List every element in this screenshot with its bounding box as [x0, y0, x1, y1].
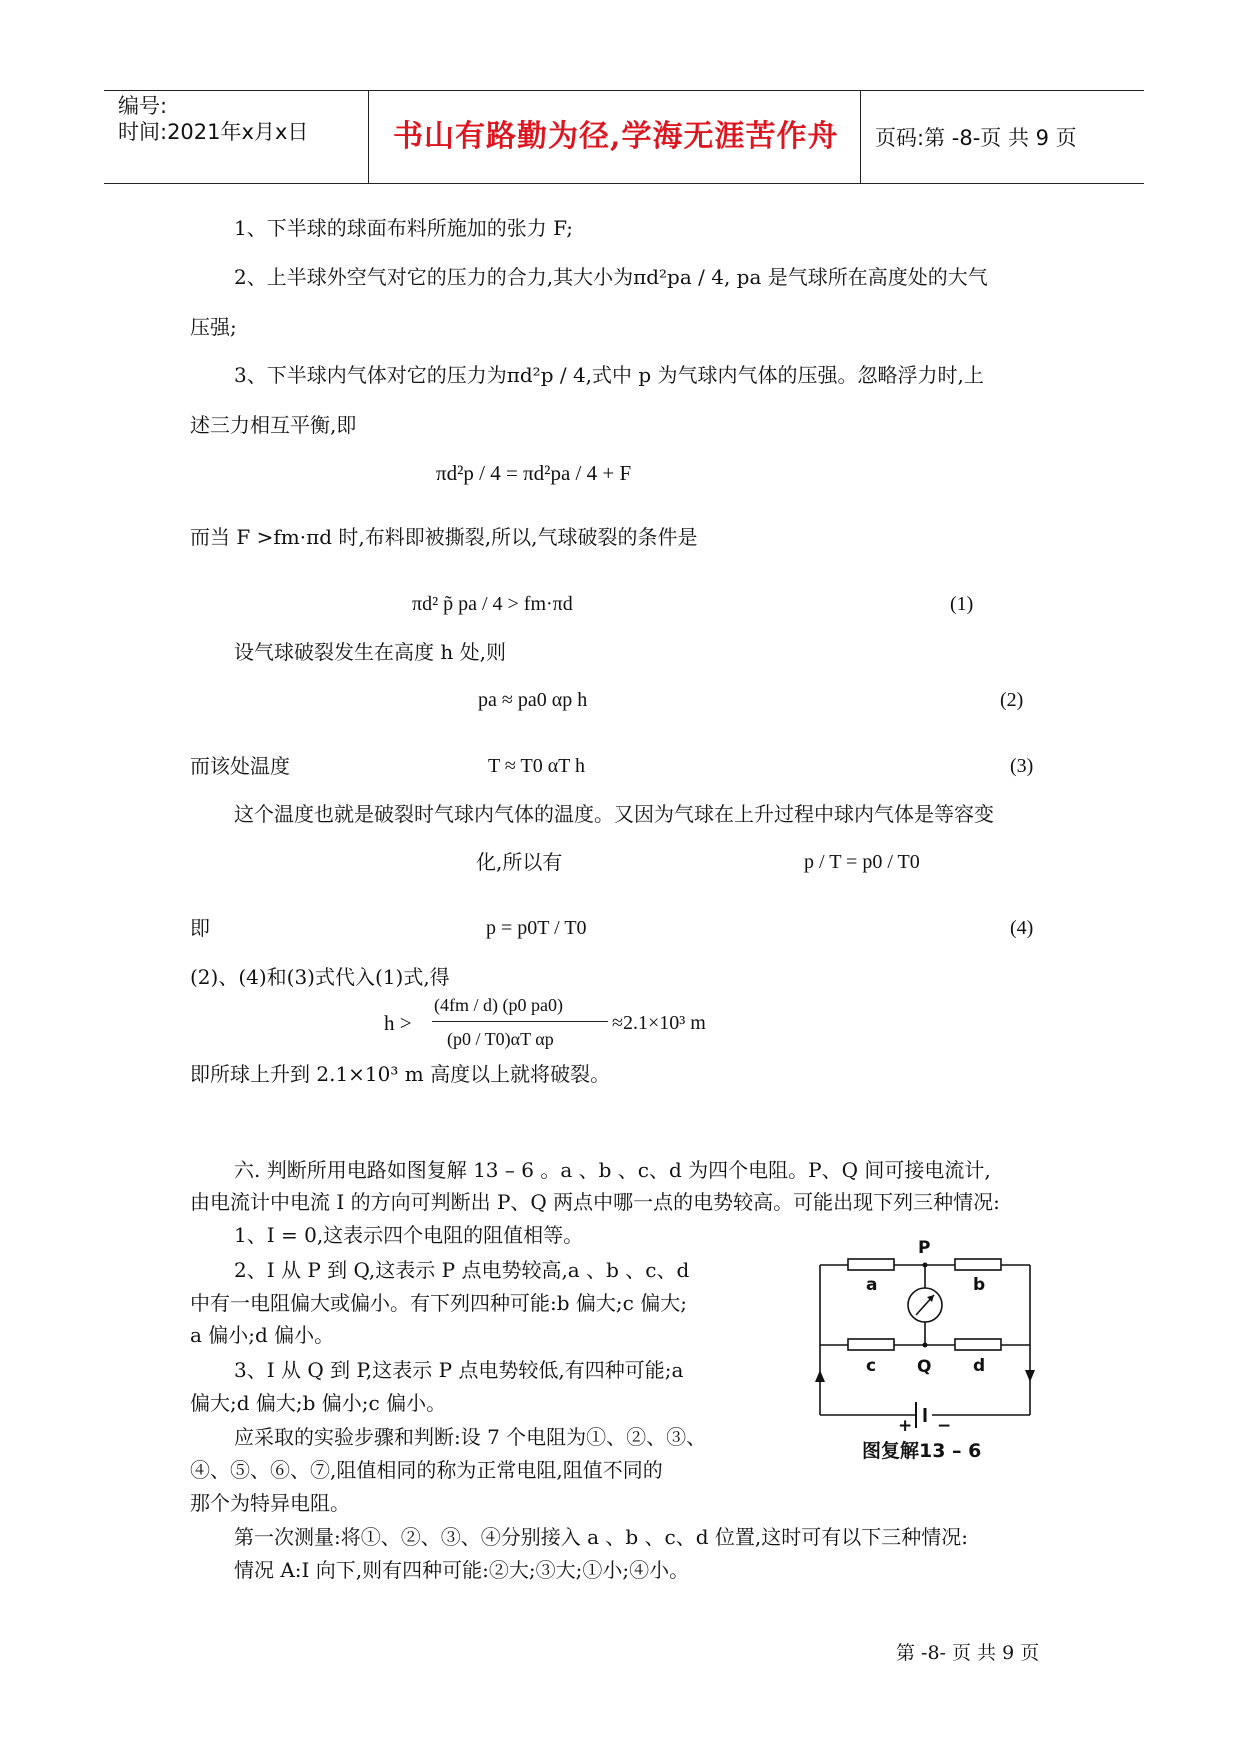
- section6-line-12: 第一次测量:将①、②、③、④分别接入 a 、b 、c、d 位置,这时可有以下三种情况:: [234, 1525, 968, 1549]
- body-line-substitute: (2)、(4)和(3)式代入(1)式,得: [190, 965, 450, 989]
- page-footer: 第 -8- 页 共 9 页: [896, 1642, 1040, 1664]
- formula-4: p = p0T / T0: [486, 917, 587, 939]
- label-c: c: [866, 1356, 877, 1376]
- header-serial: 编号:: [118, 94, 168, 118]
- body-line-tear: 而当 F >fm·πd 时,布料即被撕裂,所以,气球破裂的条件是: [190, 525, 698, 549]
- equation-number-4: (4): [1010, 917, 1034, 939]
- body-line-ji: 即: [190, 916, 210, 940]
- formula-h-fraction-bar: [432, 1021, 608, 1022]
- formula-isochoric: p / T = p0 / T0: [804, 851, 920, 873]
- formula-3: T ≈ T0 αT h: [488, 755, 586, 777]
- formula-1: πd² p̃ pa / 4 > fm·πd: [412, 593, 573, 615]
- header-time: 时间:2021年x月x日: [118, 120, 309, 144]
- formula-h-numerator: (4fm / d) (p0 pa0): [434, 995, 563, 1015]
- label-d: d: [973, 1356, 986, 1376]
- header-motto: 书山有路勤为径,学海无涯苦作舟: [393, 119, 839, 154]
- section6-line-11: 那个为特异电阻。: [190, 1491, 350, 1515]
- body-line-temp-label: 而该处温度: [190, 754, 290, 778]
- section6-line-5: 中有一电阻偏大或偏小。有下列四种可能:b 偏大;c 偏大;: [190, 1291, 687, 1315]
- circuit-figure: [810, 1235, 1040, 1435]
- equilibrium-formula: πd²p / 4 = πd²pa / 4 + F: [436, 461, 632, 485]
- label-a: a: [866, 1275, 878, 1295]
- header-divider-left: [368, 90, 369, 183]
- formula-h-rhs: ≈2.1×10³ m: [612, 1012, 706, 1034]
- body-line-conclusion: 即所球上升到 2.1×10³ m 高度以上就将破裂。: [190, 1062, 611, 1086]
- figure-caption: 图复解13 – 6: [862, 1440, 982, 1462]
- formula-h-lhs: h >: [384, 1011, 412, 1035]
- section6-line-13: 情况 A:I 向下,则有四种可能:②大;③大;①小;④小。: [234, 1558, 690, 1582]
- section6-line-3: 1、I = 0,这表示四个电阻的阻值相等。: [234, 1223, 584, 1247]
- equation-number-3: (3): [1010, 755, 1034, 777]
- arrow-up-icon: [815, 1370, 825, 1382]
- equation-number-2: (2): [1000, 689, 1024, 711]
- label-minus: −: [937, 1416, 952, 1435]
- section6-line-1: 六. 判断所用电路如图复解 13 – 6 。a 、b 、c、d 为四个电阻。P、Q 间可接电流计,: [234, 1158, 991, 1182]
- equation-number-1: (1): [950, 593, 974, 615]
- body-line-3: 压强;: [190, 315, 237, 339]
- resistor-d: [955, 1339, 1001, 1350]
- body-line-isochoric: 化,所以有: [476, 850, 563, 874]
- circuit-diagram: [810, 1235, 1040, 1435]
- resistor-a: [848, 1259, 894, 1270]
- header-top-rule: [104, 90, 1144, 91]
- section6-line-8: 偏大;d 偏大;b 偏小;c 偏小。: [190, 1391, 447, 1415]
- section6-line-9: 应采取的实验步骤和判断:设 7 个电阻为①、②、③、: [234, 1425, 707, 1449]
- label-Q: Q: [917, 1357, 932, 1377]
- body-line-1: 1、下半球的球面布料所施加的张力 F;: [234, 216, 573, 240]
- section6-line-4: 2、I 从 P 到 Q,这表示 P 点电势较高,a 、b 、c、d: [234, 1258, 690, 1282]
- label-P: P: [918, 1238, 931, 1258]
- label-b: b: [973, 1275, 986, 1295]
- resistor-c: [848, 1339, 894, 1350]
- section6-line-10: ④、⑤、⑥、⑦,阻值相同的称为正常电阻,阻值不同的: [190, 1458, 663, 1482]
- body-line-height: 设气球破裂发生在高度 h 处,则: [234, 640, 506, 664]
- body-line-5: 述三力相互平衡,即: [190, 413, 357, 437]
- formula-h-denominator: (p0 / T0)αT αp: [447, 1029, 554, 1049]
- body-line-2: 2、上半球外空气对它的压力的合力,其大小为πd²pa / 4, pa 是气球所在高度处的大气: [234, 265, 988, 289]
- body-line-4: 3、下半球内气体对它的压力为πd²p / 4,式中 p 为气球内气体的压强。忽略浮力时,上: [234, 363, 984, 387]
- body-line-temp-note: 这个温度也就是破裂时气球内气体的温度。又因为气球在上升过程中球内气体是等容变: [234, 802, 994, 826]
- formula-2: pa ≈ pa0 αp h: [478, 689, 588, 711]
- section6-line-2: 由电流计中电流 I 的方向可判断出 P、Q 两点中哪一点的电势较高。可能出现下列三种情况:: [190, 1190, 1000, 1214]
- arrow-down-icon: [1025, 1370, 1035, 1382]
- section6-line-7: 3、I 从 Q 到 P,这表示 P 点电势较低,有四种可能;a: [234, 1358, 684, 1382]
- section6-line-6: a 偏小;d 偏小。: [190, 1323, 335, 1347]
- header-divider-right: [860, 90, 861, 183]
- header-page-code: 页码:第 -8-页 共 9 页: [875, 126, 1077, 150]
- header-bottom-rule: [104, 183, 1144, 184]
- label-plus: +: [898, 1416, 913, 1435]
- resistor-b: [955, 1259, 1001, 1270]
